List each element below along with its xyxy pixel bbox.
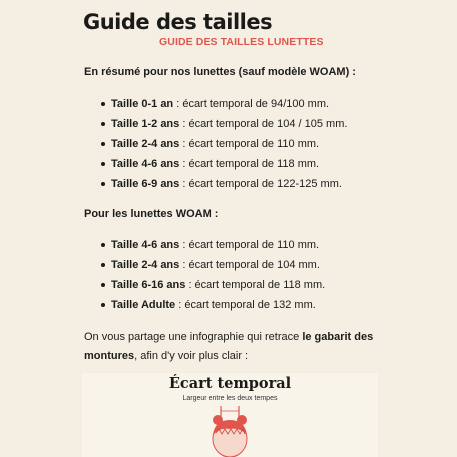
size-label: Taille 2-4 ans (111, 138, 180, 150)
list-item (99, 235, 325, 255)
list-item (99, 275, 325, 295)
section2-heading: Pour les lunettes WOAM : (84, 208, 219, 220)
section2-list (99, 235, 325, 315)
list-item (99, 174, 347, 194)
section1-heading: En résumé pour nos lunettes (sauf modèle WOAM) : (84, 66, 356, 78)
infographic-image (82, 373, 378, 457)
size-label: Taille 0-1 an (111, 98, 174, 110)
size-label: Taille 4-6 ans (111, 158, 180, 170)
infographic-title: Écart temporal (168, 375, 292, 392)
intro-text-bold: le gabarit des montures (84, 331, 374, 362)
size-detail: : écart temporal de 94/100 mm. (173, 98, 330, 110)
child-face-illustration (82, 373, 378, 457)
intro-text-1: On vous partage une infographie qui retrace (84, 331, 303, 343)
intro-text-2: , afin d'y voir plus clair : (134, 350, 249, 362)
size-detail: : écart temporal de 118 mm. (179, 158, 320, 170)
size-detail: : écart temporal de 104 / 105 mm. (179, 118, 348, 130)
size-detail: : écart temporal de 122-125 mm. (179, 178, 342, 190)
section1-list (99, 94, 347, 194)
list-item (99, 295, 325, 315)
size-label: Taille 6-16 ans (111, 279, 186, 291)
list-item (99, 134, 347, 154)
list-item (99, 94, 347, 114)
size-label: Taille 1-2 ans (111, 118, 180, 130)
list-item (99, 255, 325, 275)
size-label: Taille 2-4 ans (111, 259, 180, 271)
list-item (99, 154, 347, 174)
size-detail: : écart temporal de 104 mm. (179, 259, 320, 271)
size-label: Taille 4-6 ans (111, 239, 180, 251)
infographic-subtitle: Largeur entre les deux tempes (182, 395, 278, 402)
page-subtitle: GUIDE DES TAILLES LUNETTES (159, 36, 324, 48)
size-detail: : écart temporal de 118 mm. (185, 279, 326, 291)
size-detail: : écart temporal de 132 mm. (175, 299, 316, 311)
size-detail: : écart temporal de 110 mm. (179, 239, 320, 251)
size-detail: : écart temporal de 110 mm. (179, 138, 320, 150)
size-label: Taille 6-9 ans (111, 178, 180, 190)
list-item (99, 114, 347, 134)
size-label: Taille Adulte (111, 299, 176, 311)
infographic-intro (84, 328, 384, 366)
page-title: Guide des tailles (83, 10, 273, 34)
